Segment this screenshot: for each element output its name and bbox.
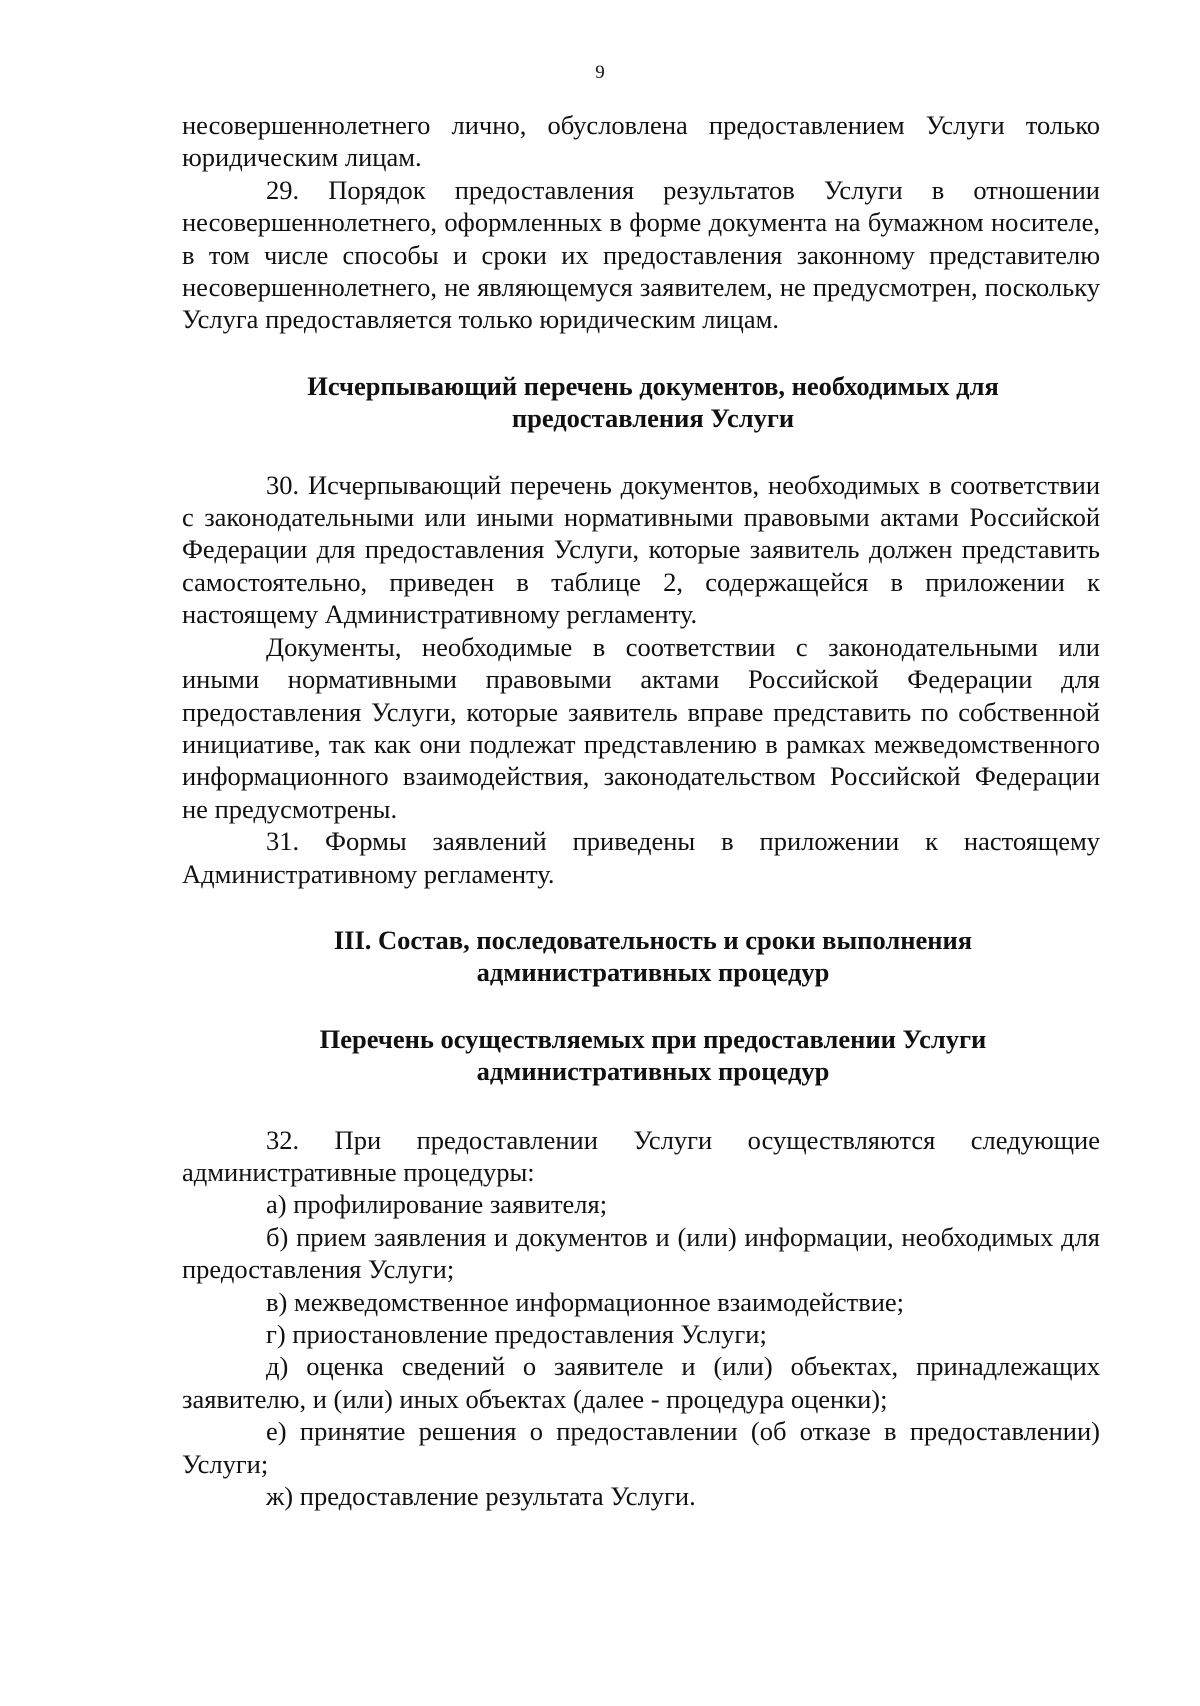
page-number: 9: [595, 62, 605, 83]
list-item-d: д) оценка сведений о заявителе и (или) объектах, принадлежащих заявителю, и (или) иных объектах (далее - процедура оценки);: [182, 1351, 1100, 1414]
heading-procedures-list-line-2: административных процедур: [476, 1056, 830, 1087]
heading-documents-list-line-1: Исчерпывающий перечень документов, необходимых для: [307, 370, 999, 401]
heading-procedures-list-line-1: Перечень осуществляемых при предоставлении Услуги: [319, 1023, 987, 1054]
paragraph-32: 32. При предоставлении Услуги осуществляются следующие административные процедуры:: [182, 1124, 1100, 1187]
list-item-e: е) принятие решения о предоставлении (об отказе в предоставлении) Услуги;: [182, 1416, 1100, 1479]
paragraph-30-documents: Документы, необходимые в соответствии с законодательными или иными нормативными правовыми актами Российской Федерации для предоставления Услуги, которые заявитель вправе представить по собственной инициативе, так как они подлежат представлению в рамках межведомственного информационного взаимодействия, законодательством Российской Федерации не предусмотрены.: [182, 631, 1100, 824]
list-item-g: г) приостановление предоставления Услуги;: [266, 1319, 767, 1349]
list-item-zh: ж) предоставление результата Услуги.: [266, 1481, 696, 1512]
paragraph-continuation: несовершеннолетнего лично, обусловлена предоставлением Услуги только юридическим лицам.: [182, 110, 1100, 173]
paragraph-29: 29. Порядок предоставления результатов Услуги в отношении несовершеннолетнего, оформленных в форме документа на бумажном носителе, в том числе способы и сроки их предоставления законному представителю несовершеннолетнего, не являющемуся заявителем, не предусмотрен, поскольку Услуга предоставляется только юридическим лицам.: [182, 174, 1100, 335]
list-item-v: в) межведомственное информационное взаимодействие;: [266, 1286, 905, 1317]
list-item-b: б) прием заявления и документов и (или) информации, необходимых для предоставления Услуги;: [182, 1221, 1100, 1285]
list-item-a: а) профилирование заявителя;: [266, 1189, 608, 1220]
document-body: [182, 109, 1100, 1512]
paragraph-31: 31. Формы заявлений приведены в приложении к настоящему Административному регламенту.: [182, 826, 1100, 889]
paragraph-30: 30. Исчерпывающий перечень документов, необходимых в соответствии с законодательными или иными нормативными правовыми актами Российской Федерации для предоставления Услуги, которые заявитель должен представить самостоятельно, приведен в таблице 2, содержащейся в приложении к настоящему Административному регламенту.: [182, 469, 1100, 630]
section-heading-iii-line-2: административных процедур: [476, 957, 830, 988]
section-heading-iii-line-1: III. Состав, последовательность и сроки выполнения: [333, 924, 973, 955]
heading-documents-list-line-2: предоставления Услуги: [511, 403, 795, 434]
